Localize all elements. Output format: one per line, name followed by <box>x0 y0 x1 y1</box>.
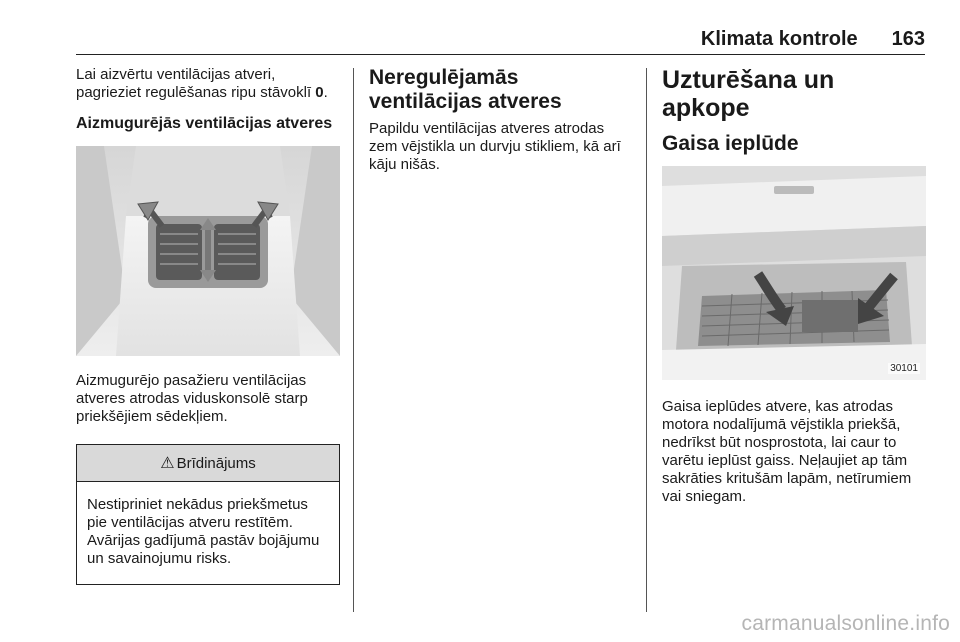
column-divider <box>353 68 354 612</box>
fixed-vents-heading: Neregulējamās ventilācijas atveres <box>369 66 562 113</box>
rear-vents-caption: Aizmugurējo pasažieru ventilācijas atveres atrodas viduskonsolē starp priekšējiem sēdekļiem. <box>76 372 308 425</box>
column-right <box>662 66 926 506</box>
column-divider <box>646 68 647 612</box>
warning-text: Nestipriniet nekādus priekšmetus pie ventilācijas atveru restītēm. Avārijas gadījumā pastāv bojājumu un savainojumu risks. <box>87 496 320 567</box>
warning-triangle-icon: ⚠ <box>160 455 175 472</box>
maintenance-heading: Uzturēšana un apkope <box>662 66 835 122</box>
warning-box <box>76 444 340 585</box>
fixed-vents-text: Papildu ventilācijas atveres atrodas zem vējstikla un durvju stikliem, kā arī kāju nišās. <box>369 120 621 173</box>
section-title: Klimata kontrole <box>700 28 858 50</box>
column-left <box>76 66 340 585</box>
rear-vents-illustration <box>76 146 340 356</box>
air-intake-text: Gaisa ieplūdes atvere, kas atrodas motora nodalījumā vējstikla priekšā, nedrīkst būt nosprostota, lai caur to varētu ieplūst gaiss. Neļaujiet ap tām sakrāties kritušām lapām, netīrumiem vai sniegam. <box>662 398 912 505</box>
air-intake-heading: Gaisa ieplūde <box>662 132 799 155</box>
air-intake-drawing <box>662 166 926 380</box>
position-zero: 0 <box>315 84 324 101</box>
warning-title: Brīdinājums <box>176 454 256 472</box>
intro-paragraph: Lai aizvērtu ventilācijas atveri, pagrieziet regulēšanas ripu stāvoklī 0. <box>76 66 328 101</box>
rear-vents-heading: Aizmugurējās ventilācijas atveres <box>76 115 333 132</box>
rear-vents-drawing <box>76 146 340 356</box>
column-middle <box>369 66 635 174</box>
watermark: carmanualsonline.info <box>741 612 950 635</box>
warning-body <box>77 482 339 584</box>
page-number: 163 <box>891 28 925 50</box>
warning-header <box>77 445 339 482</box>
figure-code: 30101 <box>890 363 918 374</box>
air-intake-illustration <box>662 166 926 380</box>
page-header <box>76 28 925 55</box>
